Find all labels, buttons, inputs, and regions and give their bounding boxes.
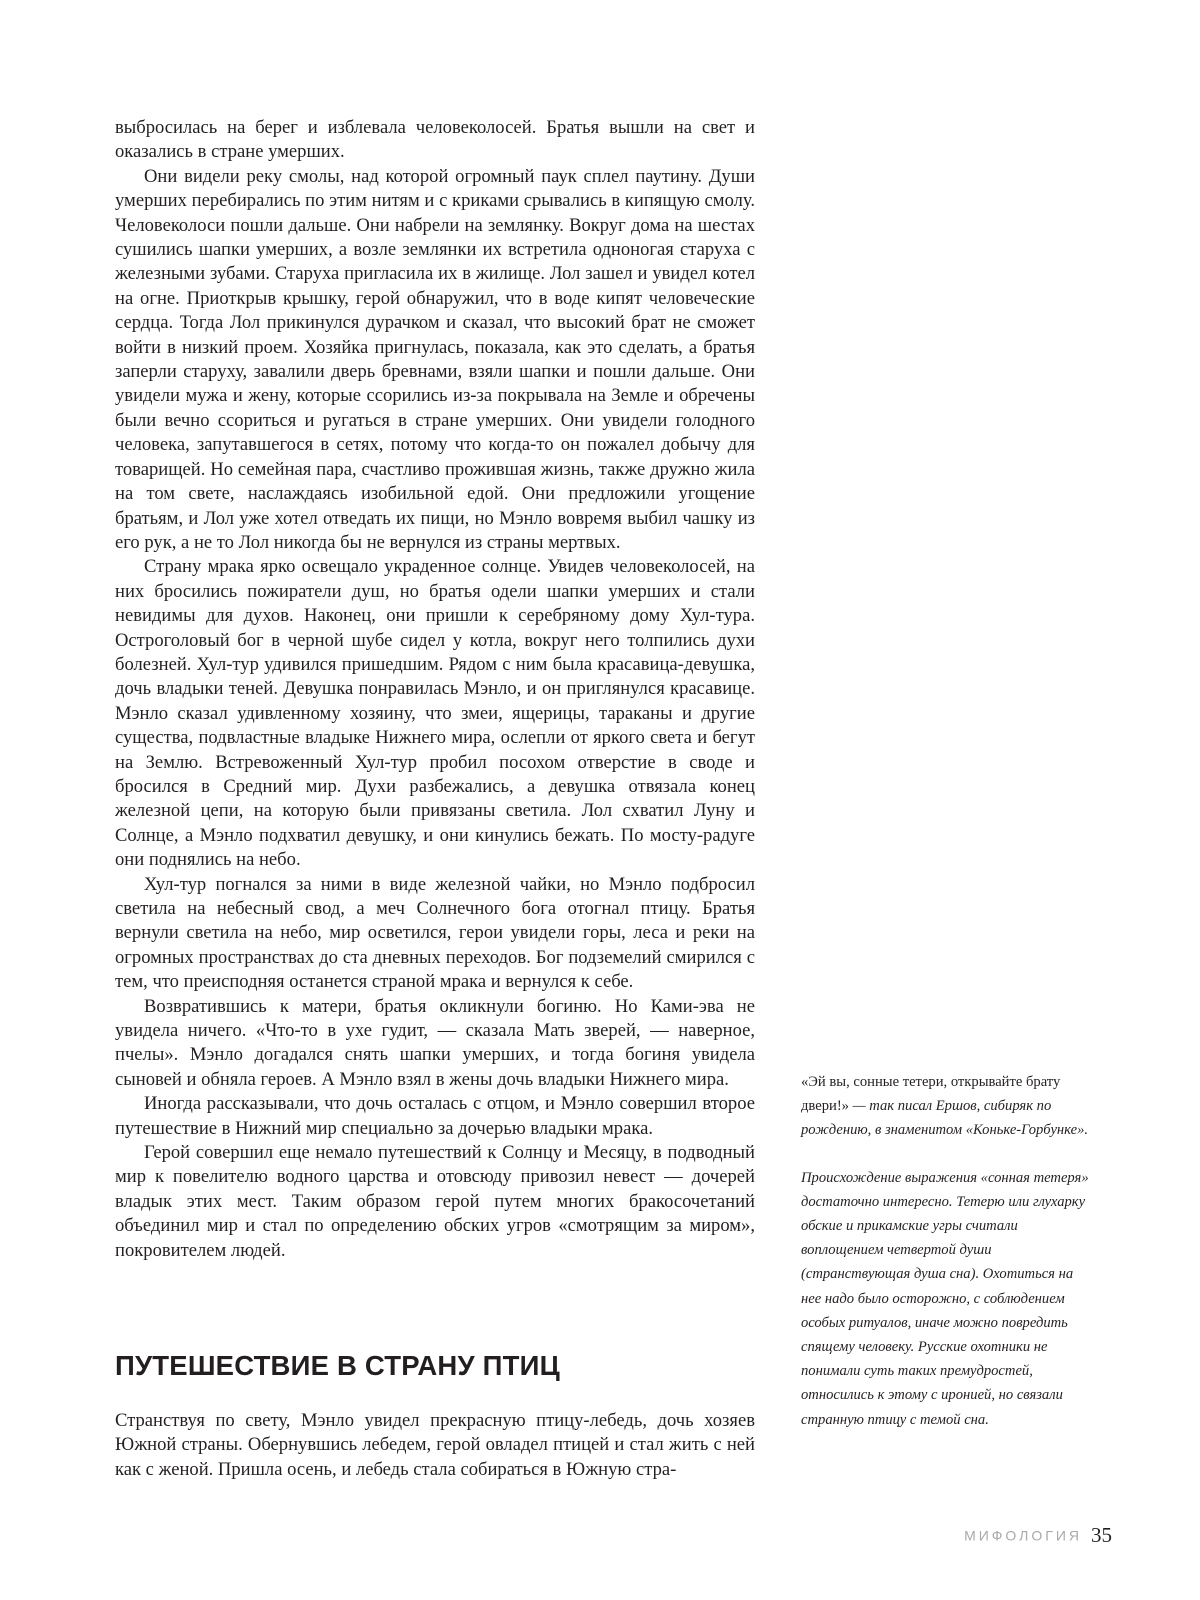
paragraph: выбросилась на берег и изблевала человеколосей. Братья вышли на свет и оказались в стране умерших. <box>115 117 755 163</box>
paragraph: Они видели реку смолы, над которой огромный паук сплел паутину. Души умерших перебирались по этим нитям и с криками срывались в кипящую смолу. Человеколоси пошли дальше. Они набрели на землянку. Вокруг дома на шестах сушились шапки умерших, а возле землянки их встретила одноногая старуха с железными зубами. Старуха пригласила их в жилище. Лол зашел и увидел котел на огне. Приоткрыв крышку, герой обнаружил, что в воде кипят человеческие сердца. Тогда Лол прикинулся дурачком и сказал, что высокий брат не сможет войти в низкий проем. Хозяйка пригнулась, показала, как это сделать, а братья заперли старуху, завалили дверь бревнами, взяли шапки и пошли дальше. Они увидели мужа и жену, которые ссорились из-за покрывала на Земле и обречены были вечно ссориться и ругаться в стране умерших. Они увидели голодного человека, запутавшегося в сетях, потому что когда-то он пожалел добычу для товарищей. Но семейная пара, счастливо прожившая жизнь, также дружно жила на том свете, наслаждаясь изобильной едой. Они предложили угощение братьям, и Лол уже хотел отведать их пищи, но Мэнло вовремя выбил чашку из его рук, а не то Лол никогда бы не вернулся из страны мертвых. <box>115 165 755 553</box>
sidebar-notes <box>801 1070 1091 1432</box>
page-number: 35 <box>1091 1523 1112 1547</box>
sidebar-note-explanation: Происхождение выражения «сонная тетеря» достаточно интересно. Тетерю или глухарку обские и прикамские угры считали воплощением четвертой души (странствующая душа сна). Охотиться на нее надо было осторожно, с соблюдением особых ритуалов, иначе можно повредить спящему человеку. Русские охотники не понимали суть таких премудростей, относились к этому с иронией, но связали странную птицу с темой сна. <box>801 1169 1089 1428</box>
paragraph: Герой совершил еще немало путешествий к Солнцу и Месяцу, в подводный мир к повелителю водного царства и отовсюду привозил невест — дочерей владык этих мест. Таким образом герой путем многих бракосочетаний объединил мир и стал по определению обских угров «смотрящим за миром», покровителем людей. <box>115 1142 755 1261</box>
section-body <box>115 1409 755 1482</box>
paragraph: Возвратившись к матери, братья окликнули богиню. Но Ками-эва не увидела ничего. «Что-то в ухе гудит, — сказала Мать зверей, — наверное, пчелы». Мэнло догадался снять шапки умерших, и тогда богиня увидела сыновей и обняла героев. А Мэнло взял в жены дочь владыки Нижнего мира. <box>115 995 755 1090</box>
page-footer <box>964 1523 1112 1548</box>
paragraph: Странствуя по свету, Мэнло увидел прекрасную птицу-лебедь, дочь хозяев Южной страны. Обернувшись лебедем, герой овладел птицей и стал жить с ней как с женой. Пришла осень, и лебедь стала собираться в Южную стра- <box>115 1410 755 1480</box>
quote-text: «Эй вы, сонные тетери, открывайте брату двери!» <box>801 1074 1061 1115</box>
paragraph: Хул-тур погнался за ними в виде железной чайки, но Мэнло подбросил светила на небесный свод, а меч Солнечного бога отогнал птицу. Братья вернули светила на небо, мир осветился, герои увидели горы, леса и реки на огромных пространствах до ста дневных переходов. Бог подземелий смирился с тем, что преисподняя останется страной мрака и вернулся к себе. <box>115 873 755 993</box>
main-text-column <box>115 116 755 1263</box>
running-footer-section: МИФОЛОГИЯ <box>964 1527 1082 1544</box>
quote-attribution: — так писал Ершов, сибиряк по рождению, в знаменитом «Коньке-Горбунке». <box>801 1098 1089 1139</box>
paragraph: Иногда рассказывали, что дочь осталась с отцом, и Мэнло совершил второе путешествие в Нижний мир специально за дочерью владыки мрака. <box>115 1093 755 1139</box>
section-heading: ПУТЕШЕСТВИЕ В СТРАНУ ПТИЦ <box>115 1350 560 1381</box>
sidebar-note-quote <box>801 1070 1091 1143</box>
paragraph: Страну мрака ярко освещало украденное солнце. Увидев человеколосей, на них бросились пожиратели душ, но братья одели шапки умерших и стали невидимы для духов. Наконец, они пришли к серебряному дому Хул-тура. Остроголовый бог в черной шубе сидел у котла, вокруг него толпились духи болезней. Хул-тур удивился пришедшим. Рядом с ним была красавица-девушка, дочь владыки теней. Девушка понравилась Мэнло, и он приглянулся красавице. Мэнло сказал удивленному хозяину, что змеи, ящерицы, тараканы и другие существа, подвластные владыке Нижнего мира, ослепли от яркого света и бегут на Землю. Встревоженный Хул-тур пробил посохом отверстие в своде и бросился в Средний мир. Духи разбежались, а девушка отвязала конец железной цепи, на которую были привязаны светила. Лол схватил Луну и Солнце, а Мэнло подхватил девушку, и они кинулись бежать. По мосту-радуге они поднялись на небо. <box>115 556 755 871</box>
